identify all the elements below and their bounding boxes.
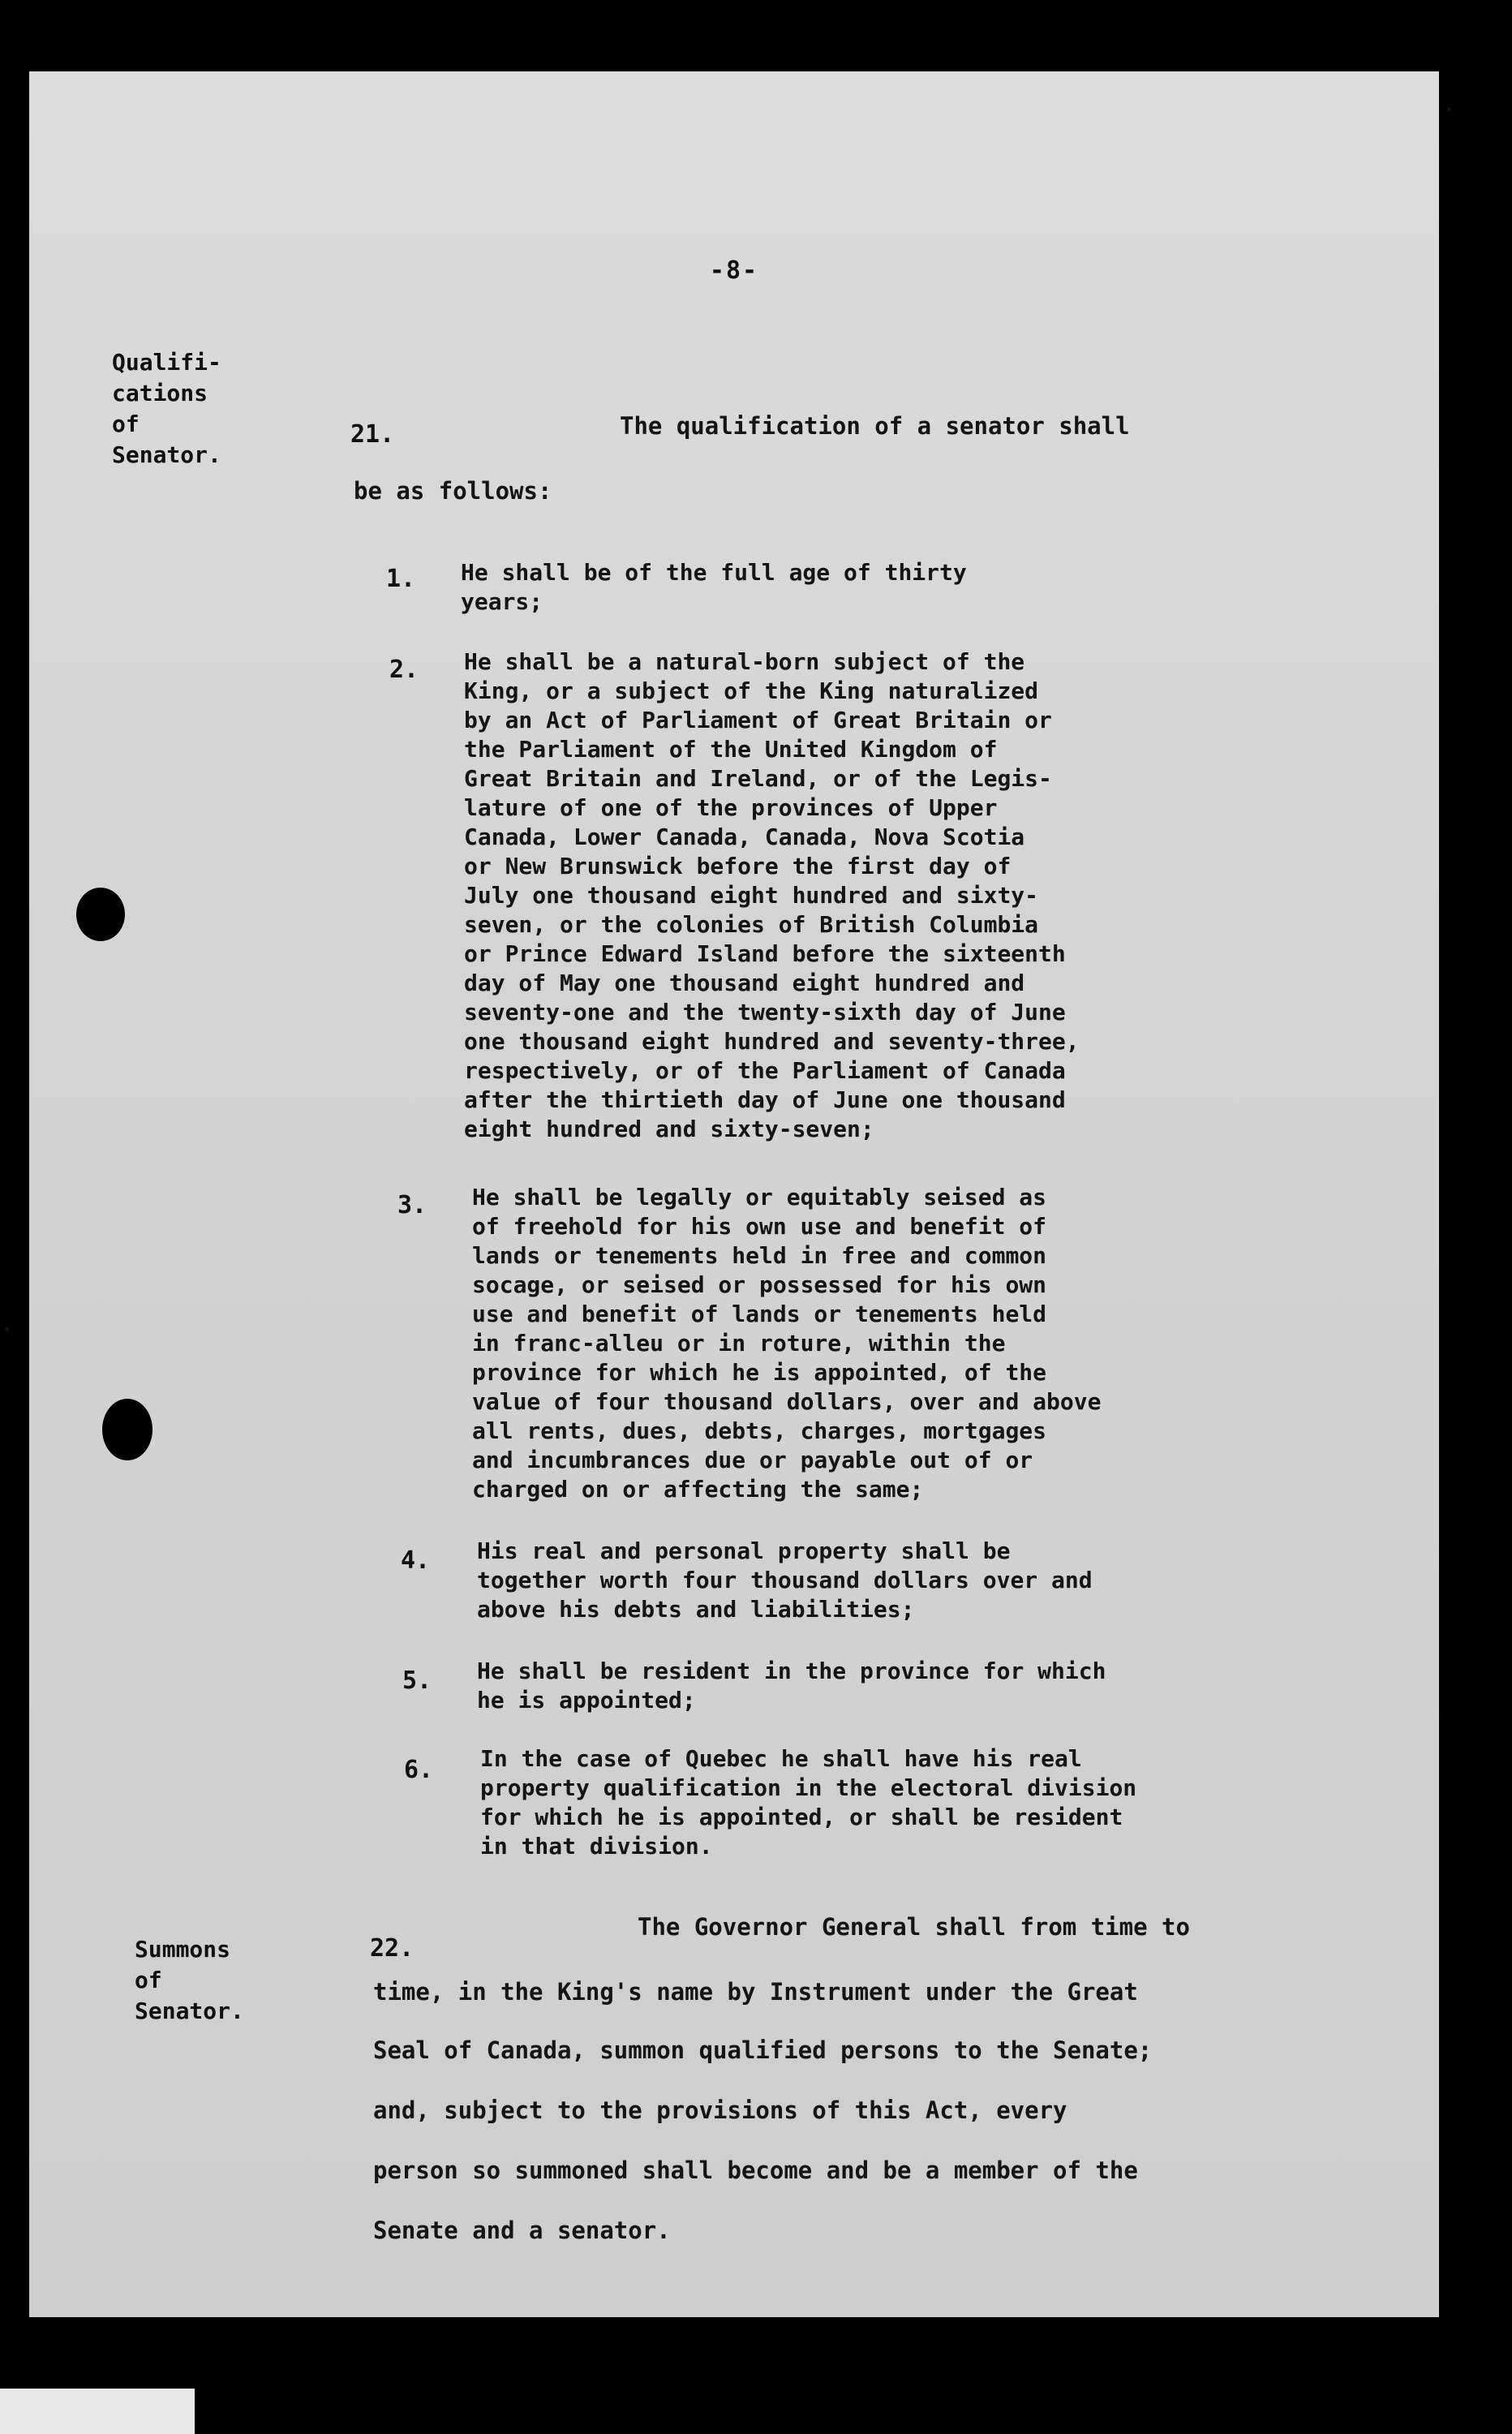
section-22-line-1: The Governor General shall from time to <box>638 1913 1190 1941</box>
item-6-text: In the case of Quebec he shall have his real property qualification in the electoral division for which he is appointed, or shall be resident in that division. <box>480 1745 1137 1860</box>
punch-hole-upper <box>76 888 125 941</box>
item-1-text: He shall be of the full age of thirty years; <box>461 559 967 615</box>
item-3-number: 3. <box>397 1191 427 1219</box>
section-22-line-5: person so summoned shall become and be a member of the <box>373 2157 1138 2184</box>
paper-sheet <box>29 71 1439 2317</box>
film-edge-tab <box>0 2389 195 2434</box>
item-5-number: 5. <box>402 1666 432 1695</box>
speck-mark <box>1447 107 1451 111</box>
section-22-line-2: time, in the King's name by Instrument under the Great <box>373 1978 1138 2006</box>
item-4-text: His real and personal property shall be together worth four thousand dollars over and above his debts and liabilities; <box>477 1537 1093 1623</box>
item-5-text: He shall be resident in the province for which he is appointed; <box>477 1658 1106 1714</box>
item-4-number: 4. <box>401 1546 431 1575</box>
section-21-intro-line-2: be as follows: <box>354 477 552 505</box>
section-21-number: 21. <box>350 420 395 449</box>
margin-note-qualifications: Qualifi- cations of Senator. <box>112 349 221 468</box>
section-22-line-6: Senate and a senator. <box>373 2217 671 2244</box>
item-6-number: 6. <box>404 1756 434 1784</box>
punch-hole-lower <box>102 1399 152 1460</box>
margin-note-summons: Summons of Senator. <box>135 1936 244 2024</box>
page-number: -8- <box>709 256 759 285</box>
speck-mark-left <box>5 1327 9 1331</box>
section-22-line-4: and, subject to the provisions of this Act, every <box>373 2096 1067 2124</box>
section-22-line-3: Seal of Canada, summon qualified persons to the Senate; <box>373 2036 1153 2064</box>
item-3-text: He shall be legally or equitably seised as of freehold for his own use and benefit of lands or tenements held in free and common socage, or seised or possessed for his own use and benefit of lands or tenements held in franc-alleu or in roture, within the province for which he is appointed, of the value of four thousand dollars, over and above all rents, dues, debts, charges, mortgages and incumbrances due or payable out of or charged on or affecting the same; <box>472 1184 1102 1503</box>
section-22-number: 22. <box>370 1934 415 1963</box>
item-2-number: 2. <box>389 656 419 684</box>
section-21-intro-line-1: The qualification of a senator shall <box>620 412 1130 440</box>
item-2-text: He shall be a natural-born subject of the King, or a subject of the King naturalized by an Act of Parliament of Great Britain or the Parliament of the United Kingdom of Great Britain and Ireland, or of the Legis- lature of one of the provinces of Upper Canada, Lower Canada, Canada, Nova Scotia or New Brunswick before the first day of July one thousand eight hundred and sixty- seven, or the colonies of British Columbia or Prince Edward Island before the sixteenth day of May one thousand eight hundred and seventy-one and the twenty-sixth day of June one thousand eight hundred and seventy-three, respectively, or of the Parliament of Canada after the thirtieth day of June one thousand eight hundred and sixty-seven; <box>464 648 1080 1142</box>
item-1-number: 1. <box>386 565 416 593</box>
